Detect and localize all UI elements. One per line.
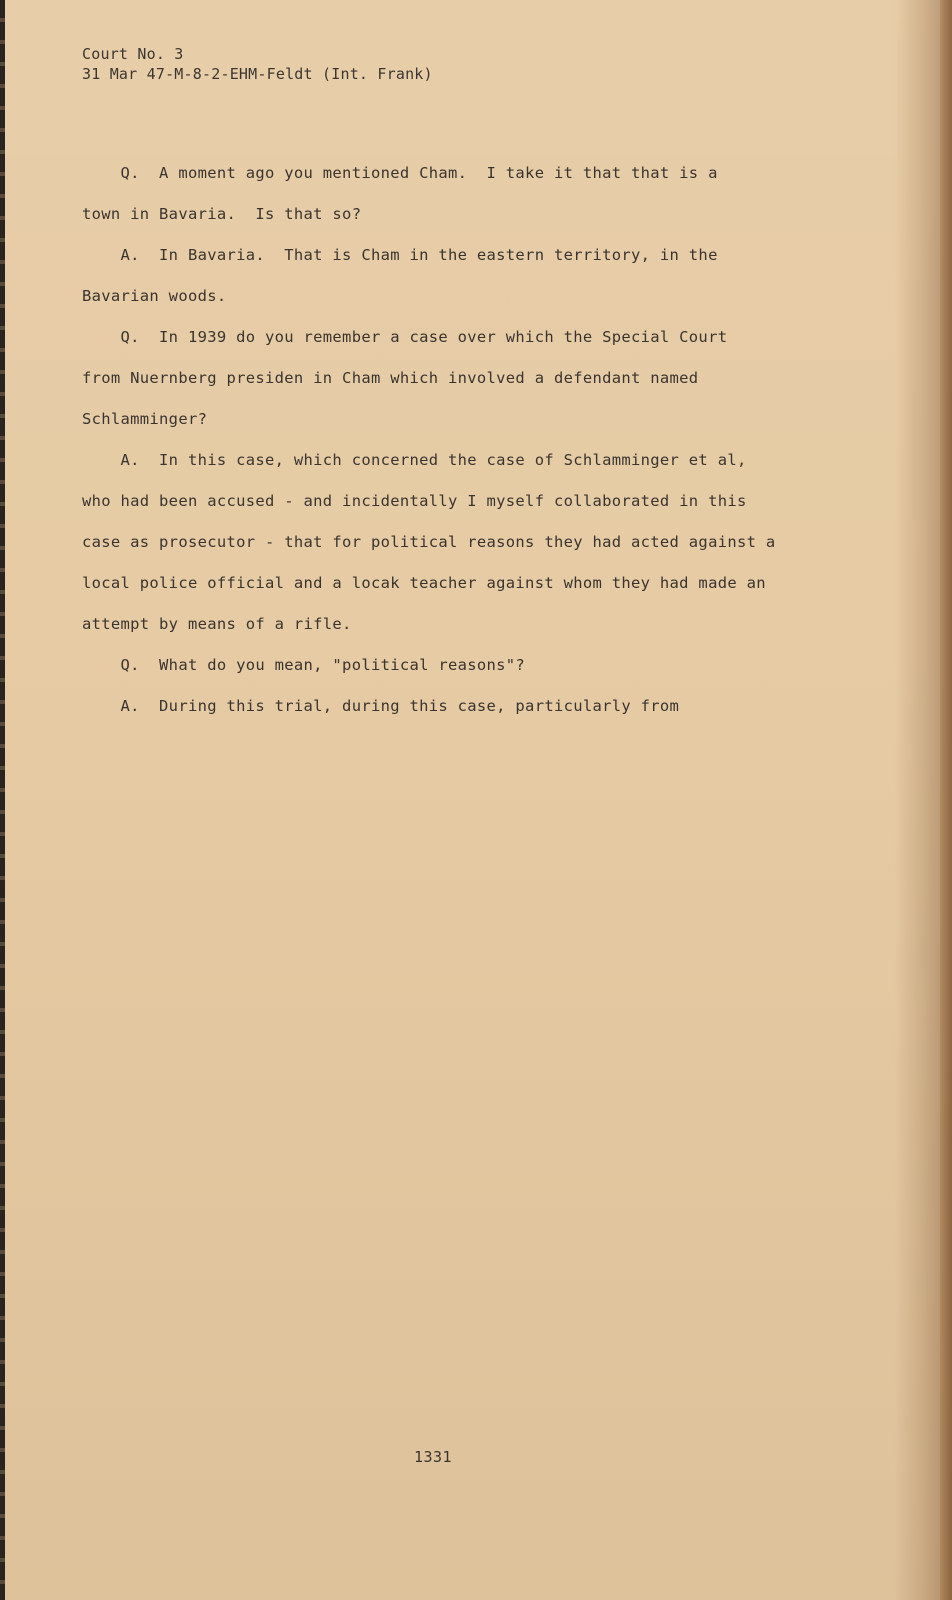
page-right-edge (940, 0, 952, 1600)
transcript-line: A. In this case, which concerned the case of Schlamminger et al, (82, 451, 747, 469)
document-header (82, 44, 433, 84)
transcript-line: who had been accused - and incidentally I myself collaborated in this (82, 492, 747, 510)
transcript-line: attempt by means of a rifle. (82, 615, 352, 633)
transcript-line: Q. A moment ago you mentioned Cham. I take it that that is a (82, 164, 718, 182)
transcript-line: from Nuernberg presiden in Cham which involved a defendant named (82, 369, 699, 387)
transcript-line: Q. What do you mean, "political reasons"? (82, 656, 526, 674)
court-number: Court No. 3 (82, 45, 184, 63)
page-left-edge (0, 0, 5, 1600)
transcript-line: A. In Bavaria. That is Cham in the eastern territory, in the (82, 246, 718, 264)
transcript-line: case as prosecutor - that for political reasons they had acted against a (82, 533, 776, 551)
transcript-line: local police official and a locak teacher against whom they had made an (82, 574, 766, 592)
transcript-line: Bavarian woods. (82, 287, 227, 305)
transcript-line: A. During this trial, during this case, particularly from (82, 697, 680, 715)
session-reference: 31 Mar 47-M-8-2-EHM-Feldt (Int. Frank) (82, 65, 433, 83)
transcript-line: Schlamminger? (82, 410, 208, 428)
transcript-line: Q. In 1939 do you remember a case over which the Special Court (82, 328, 728, 346)
transcript-line: town in Bavaria. Is that so? (82, 205, 362, 223)
page-number: 1331 (413, 1448, 453, 1466)
